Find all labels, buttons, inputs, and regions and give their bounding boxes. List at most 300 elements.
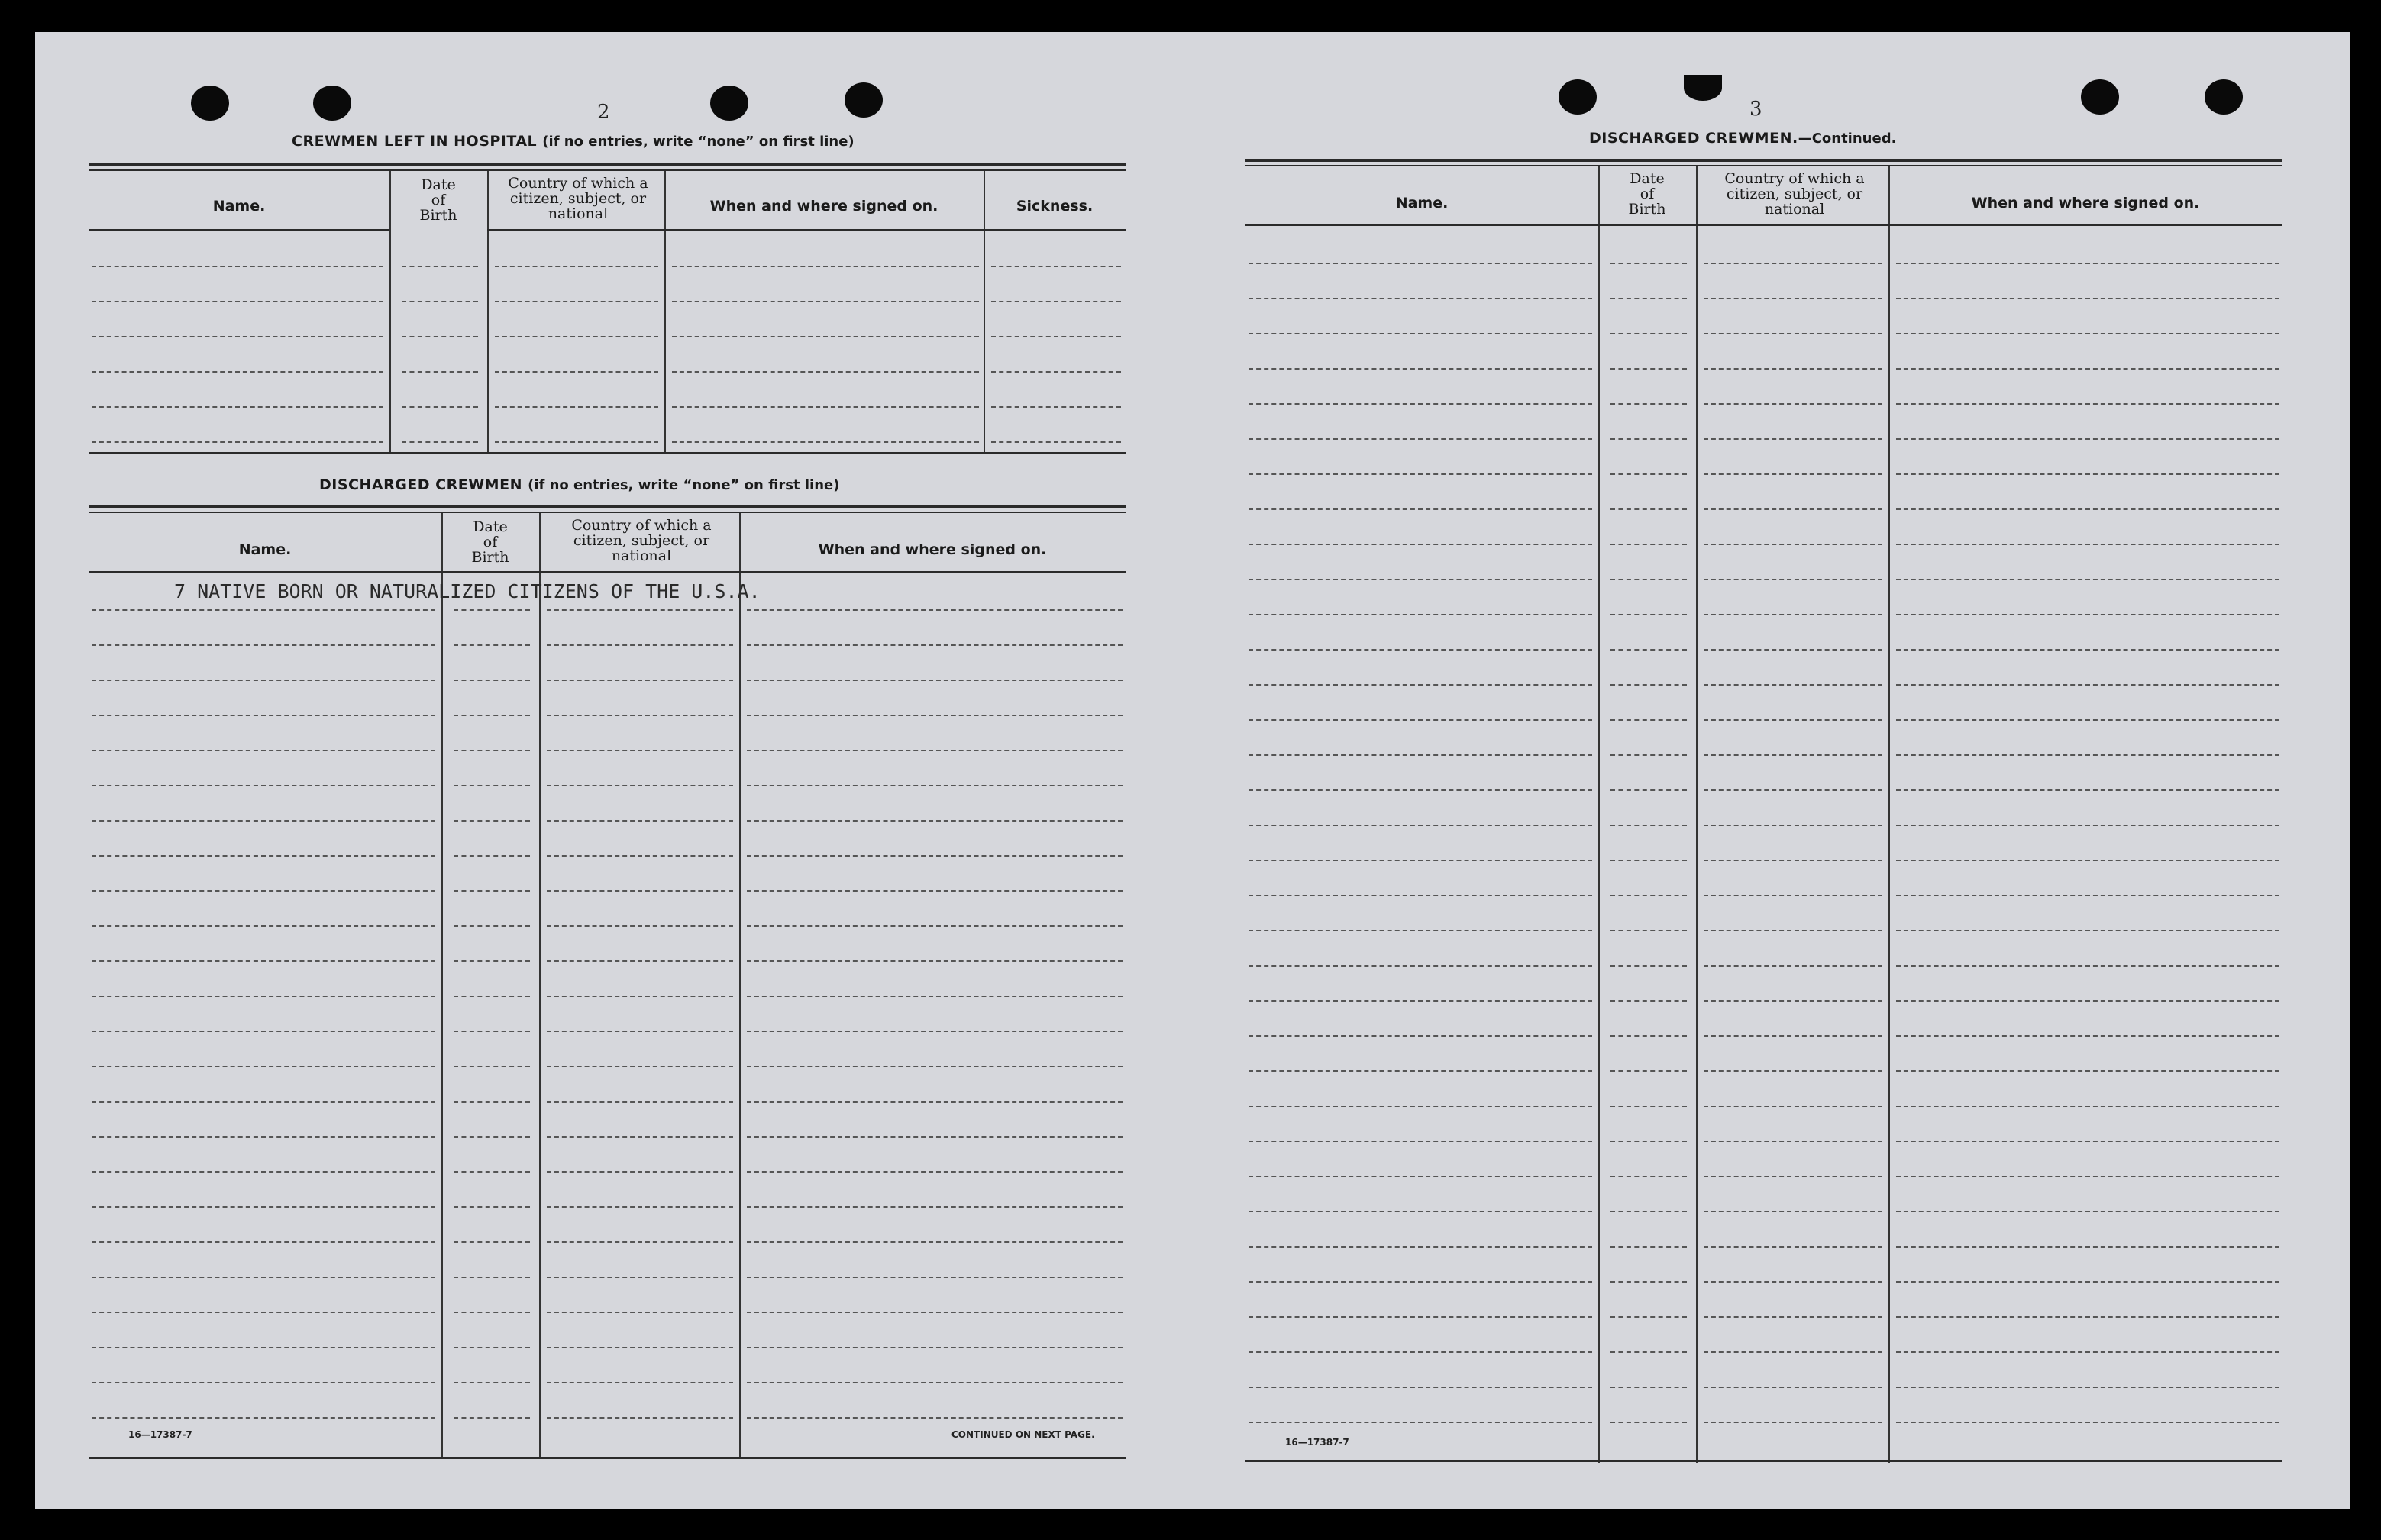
ruling-line (92, 1031, 435, 1032)
ruling-line (1704, 368, 1882, 370)
ruling-line (1610, 473, 1687, 475)
ruling-line (747, 1171, 1123, 1173)
page-number: 3 (1749, 98, 1762, 121)
ruling-line (454, 996, 530, 997)
ruling-line (547, 680, 733, 681)
ruling-line (547, 1101, 733, 1103)
column-divider (739, 513, 741, 1458)
ruling-line (991, 301, 1121, 302)
ruling-line (92, 1206, 435, 1208)
ruling-line (1610, 1316, 1687, 1318)
ruling-line (1610, 930, 1687, 931)
ruling-line (747, 820, 1123, 822)
ruling-line (1249, 614, 1592, 615)
ruling-line (547, 1277, 733, 1278)
ruling-line (92, 996, 435, 997)
ruling-line (547, 996, 733, 997)
ruling-line (547, 890, 733, 892)
ruling-line (1896, 544, 2279, 545)
ruling-line (1704, 1422, 1882, 1423)
table-bottom-rule (1245, 1460, 2282, 1462)
ruling-line (454, 715, 530, 716)
ruling-line (454, 820, 530, 822)
ruling-line (1896, 965, 2279, 967)
ruling-line (1249, 298, 1592, 299)
ruling-line (747, 960, 1123, 962)
column-header-date-of-birth: Date of Birth (471, 518, 509, 566)
ruling-line (1896, 1070, 2279, 1072)
ruling-line (747, 1241, 1123, 1243)
ruling-line (672, 406, 979, 408)
ruling-line (1896, 789, 2279, 791)
ruling-line (1610, 789, 1687, 791)
ruling-line (1704, 965, 1882, 967)
ruling-line (991, 371, 1121, 373)
ruling-line (747, 1031, 1123, 1032)
ruling-line (1249, 965, 1592, 967)
continued-note: CONTINUED ON NEXT PAGE. (951, 1429, 1095, 1440)
ruling-line (747, 855, 1123, 857)
ruling-line (454, 1031, 530, 1032)
discharged-title-text: DISCHARGED CREWMEN (319, 476, 522, 493)
ruling-line (1249, 263, 1592, 264)
ruling-line (1704, 860, 1882, 861)
ruling-line (1249, 473, 1592, 475)
ruling-line (454, 1206, 530, 1208)
ruling-line (495, 371, 658, 373)
table-top-rule (89, 163, 1126, 166)
header-bottom-rule (1245, 224, 2282, 226)
ruling-line (747, 1101, 1123, 1103)
punch-hole (2081, 79, 2119, 115)
ruling-line (92, 1136, 435, 1138)
ruling-line (1896, 263, 2279, 264)
ruling-line (1896, 1106, 2279, 1107)
ruling-line (1610, 438, 1687, 440)
ruling-line (92, 1171, 435, 1173)
header-bottom-rule (89, 229, 389, 231)
ruling-line (1610, 508, 1687, 510)
hospital-section-title (292, 133, 855, 150)
ruling-line (672, 336, 979, 337)
ruling-line (1704, 403, 1882, 405)
ruling-line (547, 609, 733, 611)
ruling-line (547, 1382, 733, 1383)
ruling-line (1896, 368, 2279, 370)
ruling-line (1249, 1351, 1592, 1353)
ruling-line (1896, 579, 2279, 580)
ruling-line (547, 1136, 733, 1138)
ruling-line (1896, 1211, 2279, 1212)
ruling-line (1610, 1422, 1687, 1423)
ruling-line (1249, 1211, 1592, 1212)
ruling-line (495, 441, 658, 443)
discharged-continued-title (1589, 130, 1896, 147)
ruling-line (92, 1277, 435, 1278)
ruling-line (547, 1171, 733, 1173)
ruling-line (1610, 1176, 1687, 1177)
ruling-line (747, 925, 1123, 927)
ruling-line (1249, 508, 1592, 510)
ruling-line (1704, 1316, 1882, 1318)
ruling-line (1610, 825, 1687, 826)
ruling-line (92, 1101, 435, 1103)
ruling-line (1610, 895, 1687, 896)
ruling-line (547, 1066, 733, 1067)
ruling-line (1704, 684, 1882, 686)
ruling-line (547, 785, 733, 786)
column-header-sickness: Sickness. (1016, 198, 1094, 215)
continued-label: —Continued. (1798, 131, 1897, 147)
ruling-line (1249, 438, 1592, 440)
ruling-line (454, 750, 530, 751)
ruling-line (1610, 1211, 1687, 1212)
ruling-line (1610, 1141, 1687, 1142)
ruling-line (547, 1241, 733, 1243)
punch-hole (2205, 79, 2243, 115)
punch-hole (191, 86, 229, 121)
ruling-line (1896, 649, 2279, 651)
ruling-line (1896, 719, 2279, 721)
ruling-line (92, 301, 383, 302)
column-divider (1888, 166, 1890, 1463)
ruling-line (92, 1417, 435, 1419)
punch-hole (845, 82, 883, 118)
ruling-line (747, 1382, 1123, 1383)
ruling-line (747, 1136, 1123, 1138)
ruling-line (1896, 333, 2279, 334)
ruling-line (495, 406, 658, 408)
ruling-line (1896, 1387, 2279, 1388)
ruling-line (1610, 754, 1687, 756)
table-top-rule (89, 512, 1126, 513)
ruling-line (92, 785, 435, 786)
ruling-line (747, 1347, 1123, 1348)
ruling-line (92, 406, 383, 408)
ruling-line (1896, 930, 2279, 931)
ruling-line (1896, 1035, 2279, 1037)
ruling-line (1610, 368, 1687, 370)
header-bottom-rule (487, 229, 1126, 231)
ruling-line (92, 644, 435, 646)
ruling-line (1249, 544, 1592, 545)
ruling-line (1249, 579, 1592, 580)
ruling-line (402, 266, 478, 267)
ruling-line (1610, 298, 1687, 299)
ruling-line (1249, 403, 1592, 405)
punch-hole (710, 86, 748, 121)
ruling-line (1704, 1351, 1882, 1353)
ruling-line (454, 1382, 530, 1383)
ruling-line (1704, 930, 1882, 931)
ruling-line (454, 1241, 530, 1243)
ruling-line (1249, 789, 1592, 791)
ruling-line (747, 609, 1123, 611)
ruling-line (747, 785, 1123, 786)
column-divider (539, 513, 541, 1458)
header-bottom-rule (89, 571, 1126, 573)
ruling-line (1610, 649, 1687, 651)
ruling-line (1896, 1000, 2279, 1002)
column-header-signed-on: When and where signed on. (818, 541, 1047, 558)
ruling-line (747, 1066, 1123, 1067)
ruling-line (1249, 1070, 1592, 1072)
ruling-line (1610, 403, 1687, 405)
ruling-line (92, 1241, 435, 1243)
ruling-line (1249, 895, 1592, 896)
ruling-line (495, 336, 658, 337)
ruling-line (454, 1347, 530, 1348)
ruling-line (92, 890, 435, 892)
ruling-line (1896, 684, 2279, 686)
discharged-title-text: DISCHARGED CREWMEN. (1589, 130, 1798, 147)
ruling-line (747, 1417, 1123, 1419)
ruling-line (1249, 1387, 1592, 1388)
ruling-line (92, 855, 435, 857)
discharged-section-title (319, 476, 839, 493)
ruling-line (1704, 579, 1882, 580)
ruling-line (402, 406, 478, 408)
ruling-line (991, 406, 1121, 408)
ruling-line (92, 820, 435, 822)
ruling-line (672, 266, 979, 267)
page-number: 2 (597, 101, 610, 124)
ruling-line (1249, 719, 1592, 721)
column-header-signed-on: When and where signed on. (709, 198, 939, 215)
ruling-line (1896, 438, 2279, 440)
ruling-line (1610, 1351, 1687, 1353)
ruling-line (1896, 1141, 2279, 1142)
ruling-line (402, 371, 478, 373)
column-header-name: Name. (1395, 195, 1449, 211)
ruling-line (454, 855, 530, 857)
ruling-line (1610, 333, 1687, 334)
ruling-line (1896, 473, 2279, 475)
ruling-line (1896, 1281, 2279, 1283)
ruling-line (92, 441, 383, 443)
ruling-line (1896, 298, 2279, 299)
ruling-line (1249, 368, 1592, 370)
ruling-line (1896, 1176, 2279, 1177)
column-header-country: Country of which a citizen, subject, or national (508, 175, 648, 222)
ruling-line (1704, 825, 1882, 826)
ruling-line (547, 1347, 733, 1348)
ruling-line (991, 266, 1121, 267)
ruling-line (1610, 1070, 1687, 1072)
column-header-country: Country of which a citizen, subject, or national (571, 517, 712, 564)
ruling-line (1704, 719, 1882, 721)
column-header-date-of-birth: Date of Birth (419, 176, 457, 224)
ruling-line (1896, 895, 2279, 896)
ruling-line (1610, 1035, 1687, 1037)
discharged-instruction: (if no entries, write “none” on first line) (528, 477, 840, 493)
ruling-line (92, 371, 383, 373)
column-header-signed-on: When and where signed on. (1971, 195, 2200, 211)
ruling-line (1704, 1035, 1882, 1037)
ruling-line (672, 371, 979, 373)
ruling-line (547, 960, 733, 962)
ruling-line (454, 785, 530, 786)
ruling-line (747, 644, 1123, 646)
ruling-line (495, 301, 658, 302)
ruling-line (547, 750, 733, 751)
ruling-line (1704, 754, 1882, 756)
ruling-line (1704, 333, 1882, 334)
ruling-line (92, 750, 435, 751)
ruling-line (747, 1277, 1123, 1278)
ruling-line (1249, 1422, 1592, 1423)
ruling-line (454, 1101, 530, 1103)
ruling-line (547, 1417, 733, 1419)
ruling-line (1249, 860, 1592, 861)
ruling-line (747, 890, 1123, 892)
ruling-line (1896, 1316, 2279, 1318)
ruling-line (1249, 1141, 1592, 1142)
ruling-line (547, 1312, 733, 1313)
ruling-line (1704, 1000, 1882, 1002)
ruling-line (1610, 719, 1687, 721)
column-divider (1598, 166, 1600, 1463)
ruling-line (672, 301, 979, 302)
ruling-line (1610, 614, 1687, 615)
table-top-rule (89, 169, 1126, 171)
ruling-line (454, 1066, 530, 1067)
ruling-line (1610, 1000, 1687, 1002)
ruling-line (991, 336, 1121, 337)
ruling-line (1704, 895, 1882, 896)
ruling-line (1610, 544, 1687, 545)
ruling-line (92, 266, 383, 267)
ruling-line (1704, 1141, 1882, 1142)
ruling-line (1249, 1035, 1592, 1037)
column-divider (487, 171, 489, 454)
left-page (89, 32, 1158, 1509)
column-divider (441, 513, 443, 1458)
ruling-line (1610, 263, 1687, 264)
column-header-name: Name. (212, 198, 266, 215)
table-top-rule (1245, 159, 2282, 162)
ruling-line (402, 441, 478, 443)
table-bottom-rule (89, 1457, 1126, 1459)
ruling-line (454, 1417, 530, 1419)
ruling-line (1704, 649, 1882, 651)
ruling-line (547, 820, 733, 822)
ruling-line (1704, 1246, 1882, 1248)
ruling-line (1704, 1281, 1882, 1283)
ruling-line (1610, 1387, 1687, 1388)
ruling-line (454, 1277, 530, 1278)
ruling-line (1896, 508, 2279, 510)
ruling-line (1249, 1106, 1592, 1107)
column-divider (1696, 166, 1698, 1463)
ruling-line (1610, 1246, 1687, 1248)
ruling-line (747, 680, 1123, 681)
ruling-line (547, 1031, 733, 1032)
ruling-line (454, 680, 530, 681)
ruling-line (92, 609, 435, 611)
ruling-line (1249, 1281, 1592, 1283)
ruling-line (1704, 544, 1882, 545)
ruling-line (92, 1066, 435, 1067)
ruling-line (92, 680, 435, 681)
ruling-line (92, 336, 383, 337)
ruling-line (1249, 649, 1592, 651)
ruling-line (547, 644, 733, 646)
ruling-line (1249, 825, 1592, 826)
ruling-line (1249, 333, 1592, 334)
ruling-line (747, 750, 1123, 751)
ruling-line (1896, 825, 2279, 826)
ruling-line (402, 301, 478, 302)
hospital-instruction: (if no entries, write “none” on first line) (542, 134, 855, 150)
table-top-rule (89, 505, 1126, 508)
column-header-date-of-birth: Date of Birth (1628, 170, 1666, 218)
ruling-line (92, 925, 435, 927)
document-sheet (35, 32, 2350, 1509)
ruling-line (1704, 1106, 1882, 1107)
ruling-line (402, 336, 478, 337)
punch-hole (313, 86, 351, 121)
ruling-line (1249, 754, 1592, 756)
ruling-line (1704, 1176, 1882, 1177)
ruling-line (747, 1206, 1123, 1208)
ruling-line (1704, 298, 1882, 299)
ruling-line (1896, 1246, 2279, 1248)
ruling-line (547, 925, 733, 927)
right-page (1245, 32, 2315, 1509)
ruling-line (672, 441, 979, 443)
ruling-line (1704, 473, 1882, 475)
ruling-line (991, 441, 1121, 443)
ruling-line (92, 1347, 435, 1348)
ruling-line (547, 855, 733, 857)
ruling-line (454, 960, 530, 962)
ruling-line (92, 960, 435, 962)
column-header-name: Name. (238, 541, 292, 558)
ruling-line (1704, 1211, 1882, 1212)
ruling-line (92, 715, 435, 716)
ruling-line (1704, 438, 1882, 440)
ruling-line (1249, 1246, 1592, 1248)
ruling-line (1610, 1281, 1687, 1283)
ruling-line (454, 644, 530, 646)
punch-hole (1559, 79, 1597, 115)
ruling-line (1704, 789, 1882, 791)
table-top-rule (1245, 165, 2282, 166)
ruling-line (495, 266, 658, 267)
typed-entry: 7 NATIVE BORN OR NATURALIZED CITIZENS OF THE U.S.A. (174, 580, 761, 602)
ruling-line (1610, 684, 1687, 686)
ruling-line (1704, 263, 1882, 264)
ruling-line (1896, 403, 2279, 405)
ruling-line (92, 1382, 435, 1383)
table-bottom-rule (89, 452, 1126, 454)
ruling-line (1704, 1387, 1882, 1388)
ruling-line (1896, 1422, 2279, 1423)
form-number: 16—17387-7 (128, 1429, 192, 1440)
ruling-line (1896, 1351, 2279, 1353)
ruling-line (1610, 965, 1687, 967)
ruling-line (1249, 684, 1592, 686)
ruling-line (747, 1312, 1123, 1313)
ruling-line (1704, 508, 1882, 510)
ruling-line (547, 715, 733, 716)
ruling-line (747, 715, 1123, 716)
ruling-line (1249, 1000, 1592, 1002)
ruling-line (1610, 860, 1687, 861)
ruling-line (1896, 860, 2279, 861)
ruling-line (1704, 1070, 1882, 1072)
